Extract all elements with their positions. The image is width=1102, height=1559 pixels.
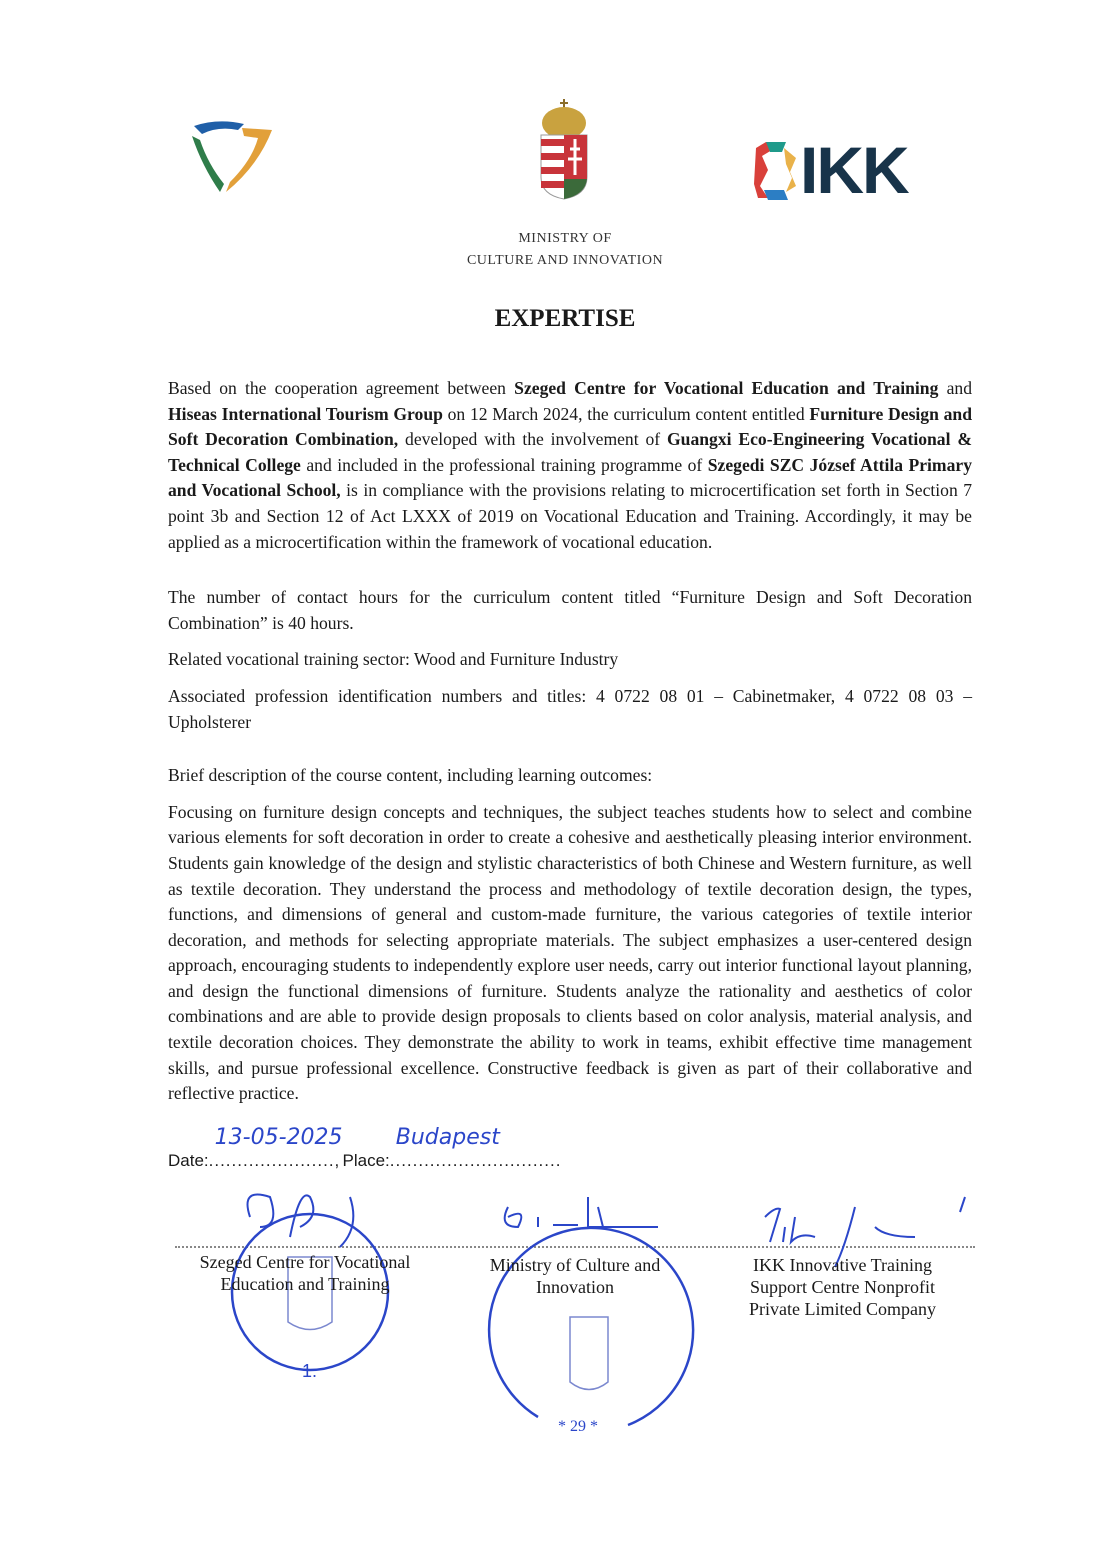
date-dots: ......................, [208,1150,341,1170]
date-field [209,1125,343,1171]
org-name: Guangxi Eco-Engineering Vocational & Technical College [168,429,972,475]
text: Based on the cooperation agreement between [168,378,515,398]
paragraph-professions: Associated profession identification numbers and titles: 4 0722 08 01 – Cabinetmaker, 4 0722 08 03 – Upholsterer [168,685,972,732]
text: developed with the involvement of [398,429,667,450]
ikk-logo [752,133,908,207]
signatory-ikk [730,1254,955,1320]
org-name: Hiseas International Tourism Group [168,403,443,424]
paragraph-description: Focusing on furniture design concepts and techniques, the subject teaches students how to select and combine various elements for soft decoration in order to create a cohesive and aesthetically pleasing interior environment. Students gain knowledge of the design and stylistic characteristics of both Chinese and Western furniture, as well as textile decoration. They understand the process and methodology of textile decoration design, the types, functions, and dimensions of general and custom-made furniture, the various categories of textile interior decoration, and methods for selecting appropriate materials. The subject emphasizes a user-centered design approach, encouraging students to independently explore user needs, carry out interior functional layout planning, and design the functional dimensions of furniture. Students analyze the rationality and aesthetics of color combinations and are able to provide design proposals to clients based on color analysis, material analysis, and textile decoration choices. They demonstrate the ability to work in teams, exhibit effective time management skills, and pursue professional excellence. Constructive feedback is given as part of their collaborative and reflective practice. [168,801,972,1104]
date-place-line [168,1125,972,1171]
handwritten-date: 13-05-2025 [214,1124,343,1150]
ikk-logo-mark [752,138,800,202]
ikk-logo-text: IKK [800,133,908,207]
paragraph-sector: Related vocational training sector: Wood and Furniture Industry [168,649,619,670]
stamp-ministry [478,1187,698,1437]
szeged-centre-logo [188,116,278,196]
paragraph-agreement [168,376,972,555]
svg-text:* 29 *: * 29 * [558,1417,598,1435]
ministry-heading [0,228,1102,272]
document-body [168,376,972,1447]
ministry-line2: CULTURE AND INNOVATION [466,253,664,268]
curriculum-name: Furniture Design and Soft Decoration Combination, [168,403,972,450]
date-label: Date: [168,1150,209,1170]
signatory-line: Szeged Centre for Vocational [199,1251,411,1272]
text: and included in the professional training programme of [300,454,708,475]
text: is in compliance with the provisions relating to microcertification set forth in Section 7 point 3b and Section 12 of Act LXXX of 2019 on Vocational Education and Training. Accordingly, it may be applied as a microcertification within the framework of vocational education. [168,480,972,552]
ministry-line1: MINISTRY OF [518,231,612,246]
document-title: EXPERTISE [494,305,636,332]
signatory-line: Private Limited Company [749,1298,936,1319]
org-name: Szegedi SZC József Attila Primary and Vocational School, [168,454,972,501]
hungarian-coat-of-arms [535,97,593,201]
text: and [938,378,972,398]
paragraph-contact-hours: The number of contact hours for the curriculum content titled “Furniture Design and Soft Decoration Combination” is 40 hours. [168,587,972,633]
signature-block [168,1177,972,1447]
signatory-line: Education and Training [220,1273,390,1294]
place-dots: .............................. [389,1150,562,1170]
place-field [390,1125,562,1171]
handwritten-place: Budapest [395,1124,500,1150]
text: on 12 March 2024, the curriculum content entitled [442,403,810,424]
signatory-ministry [460,1254,690,1298]
svg-text:1.: 1. [302,1360,318,1381]
signatory-szeged [180,1251,430,1295]
signatory-line: Innovation [536,1276,614,1297]
signatory-line: Ministry of Culture and [489,1254,661,1275]
signatory-line: IKK Innovative Training [753,1254,932,1275]
paragraph-description-heading: Brief description of the course content, including learning outcomes: [168,765,653,786]
place-label: Place: [342,1150,390,1170]
signatory-line: Support Centre Nonprofit [750,1276,935,1297]
org-name: Szeged Centre for Vocational Education and Training [514,378,939,398]
